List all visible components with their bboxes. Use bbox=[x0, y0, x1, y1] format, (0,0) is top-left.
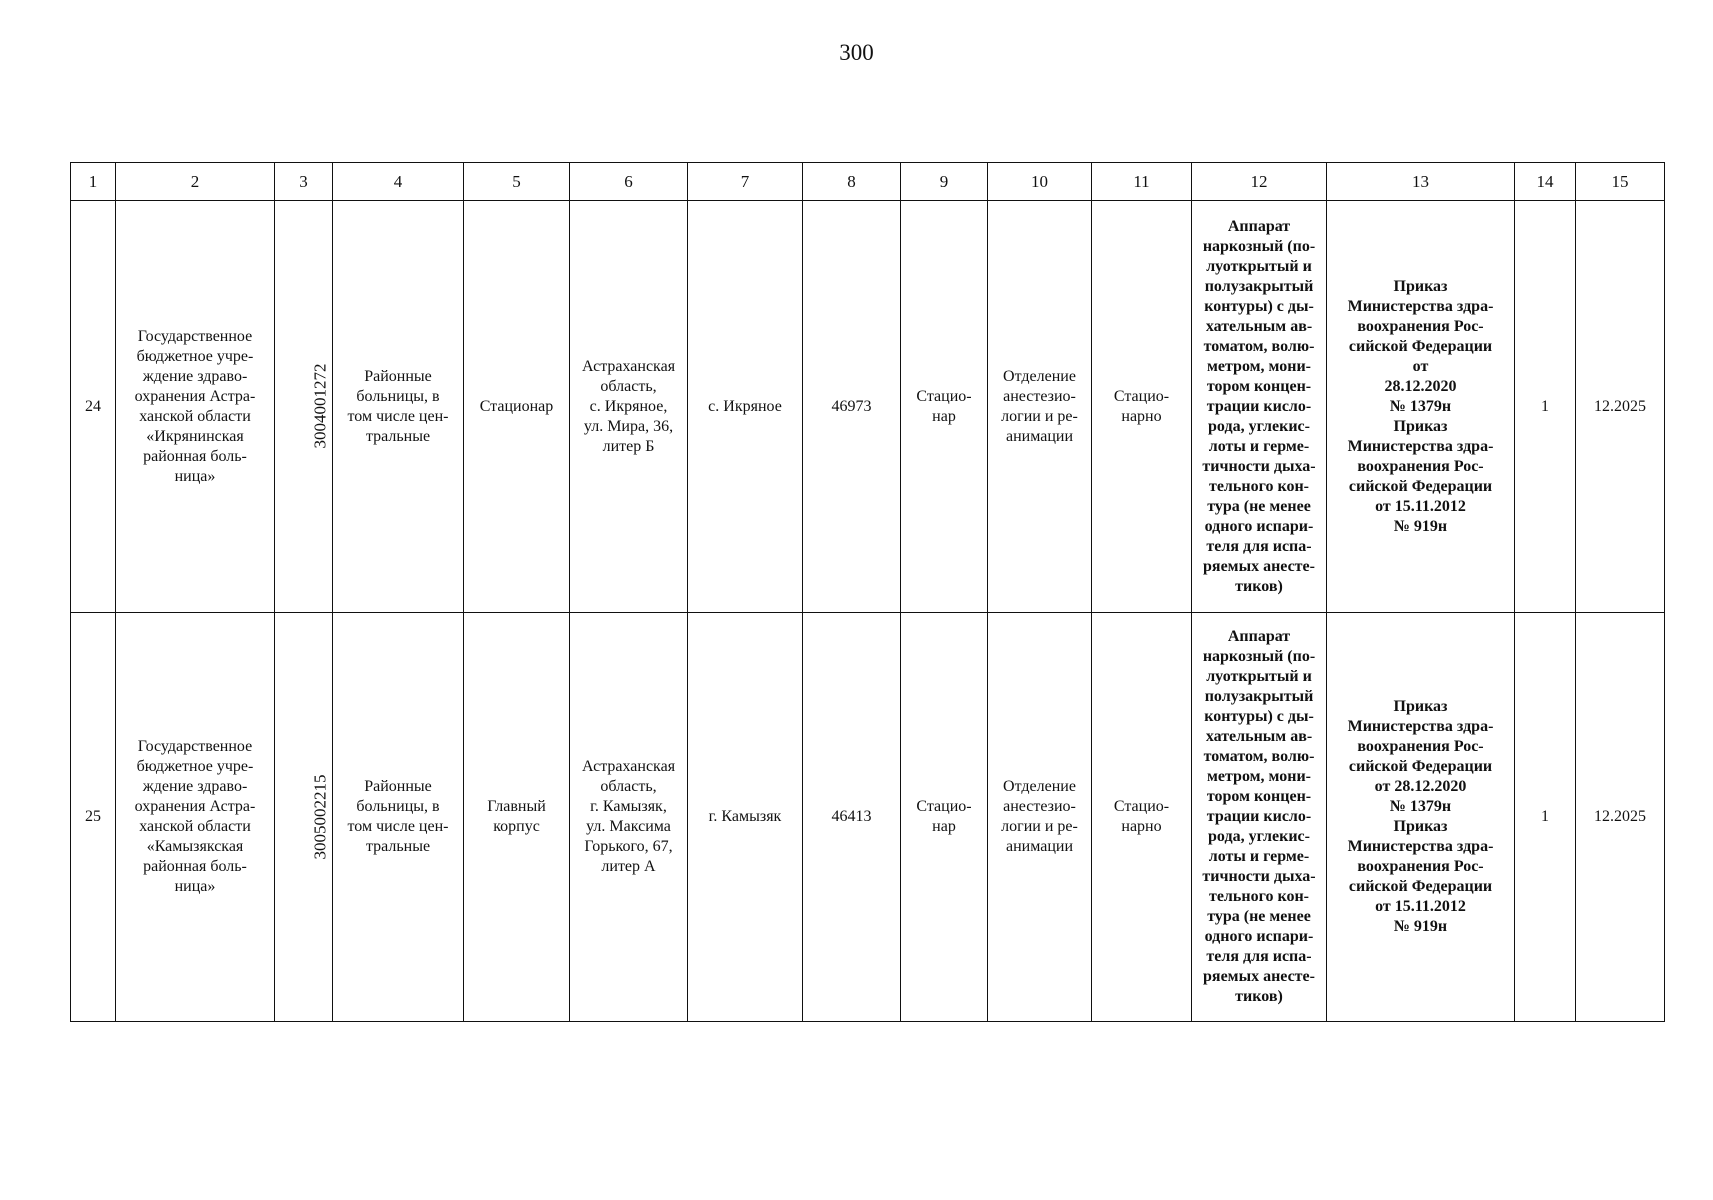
row-number: 25 bbox=[71, 613, 116, 1022]
regulation: Приказ Министерства здра- воохранения Рос- сийской Федерации от 28.12.2020 № 1379н Приказ Министерства здра- воохранения Рос- сийской Федерации от 15.11.2012 № 919н bbox=[1327, 201, 1515, 613]
column-header: 8 bbox=[803, 163, 901, 201]
care-conditions: Стацио- нарно bbox=[1092, 613, 1192, 1022]
column-header: 7 bbox=[688, 163, 803, 201]
institution-name: Государственное бюджетное учре- ждение здраво- охранения Астра- ханской области «Камызякская районная боль- ница» bbox=[116, 613, 275, 1022]
deadline: 12.2025 bbox=[1576, 613, 1665, 1022]
column-header: 10 bbox=[988, 163, 1092, 201]
inn-value: 3005002215 bbox=[310, 774, 330, 859]
address: Астраханская область, с. Икряное, ул. Мира, 36, литер Б bbox=[570, 201, 688, 613]
table-row bbox=[71, 201, 1665, 613]
inn-cell bbox=[275, 613, 333, 1022]
settlement: г. Камызяк bbox=[688, 613, 803, 1022]
equipment-table bbox=[70, 162, 1665, 1022]
header-row bbox=[71, 163, 1665, 201]
table-row bbox=[71, 613, 1665, 1022]
column-header: 3 bbox=[275, 163, 333, 201]
institution-type: Районные больницы, в том числе цен- тральные bbox=[333, 613, 464, 1022]
column-header: 6 bbox=[570, 163, 688, 201]
quantity: 1 bbox=[1515, 201, 1576, 613]
care-form: Стацио- нар bbox=[901, 201, 988, 613]
address: Астраханская область, г. Камызяк, ул. Максима Горького, 67, литер А bbox=[570, 613, 688, 1022]
deadline: 12.2025 bbox=[1576, 201, 1665, 613]
column-header: 11 bbox=[1092, 163, 1192, 201]
department: Отделение анестезио- логии и ре- анимации bbox=[988, 613, 1092, 1022]
inn-value: 3004001272 bbox=[310, 363, 330, 449]
column-header: 9 bbox=[901, 163, 988, 201]
settlement: с. Икряное bbox=[688, 201, 803, 613]
column-header: 14 bbox=[1515, 163, 1576, 201]
building: Стационар bbox=[464, 201, 570, 613]
column-header: 1 bbox=[71, 163, 116, 201]
institution-type: Районные больницы, в том числе цен- тральные bbox=[333, 201, 464, 613]
column-header: 15 bbox=[1576, 163, 1665, 201]
institution-name: Государственное бюджетное учре- ждение здраво- охранения Астра- ханской области «Икрянинская районная боль- ница» bbox=[116, 201, 275, 613]
inn-cell bbox=[275, 201, 333, 613]
code: 46973 bbox=[803, 201, 901, 613]
equipment: Аппарат наркозный (по- луоткрытый и полузакрытый контуры) с ды- хательным ав- томатом, волю- метром, мони- тором концен- трации кисло- рода, углекис- лоты и герме- тичности дыха- тельного кон- тура (не менее одного испари- теля для испа- ряемых анесте- тиков) bbox=[1192, 201, 1327, 613]
code: 46413 bbox=[803, 613, 901, 1022]
column-header: 2 bbox=[116, 163, 275, 201]
department: Отделение анестезио- логии и ре- анимации bbox=[988, 201, 1092, 613]
quantity: 1 bbox=[1515, 613, 1576, 1022]
care-conditions: Стацио- нарно bbox=[1092, 201, 1192, 613]
building: Главный корпус bbox=[464, 613, 570, 1022]
equipment: Аппарат наркозный (по- луоткрытый и полузакрытый контуры) с ды- хательным ав- томатом, волю- метром, мони- тором концен- трации кисло- рода, углекис- лоты и герме- тичности дыха- тельного кон- тура (не менее одного испари- теля для испа- ряемых анесте- тиков) bbox=[1192, 613, 1327, 1022]
column-header: 4 bbox=[333, 163, 464, 201]
regulation: Приказ Министерства здра- воохранения Рос- сийской Федерации от 28.12.2020 № 1379н Приказ Министерства здра- воохранения Рос- сийской Федерации от 15.11.2012 № 919н bbox=[1327, 613, 1515, 1022]
page-number: 300 bbox=[839, 40, 874, 65]
care-form: Стацио- нар bbox=[901, 613, 988, 1022]
column-header: 5 bbox=[464, 163, 570, 201]
row-number: 24 bbox=[71, 201, 116, 613]
column-header: 12 bbox=[1192, 163, 1327, 201]
column-header: 13 bbox=[1327, 163, 1515, 201]
